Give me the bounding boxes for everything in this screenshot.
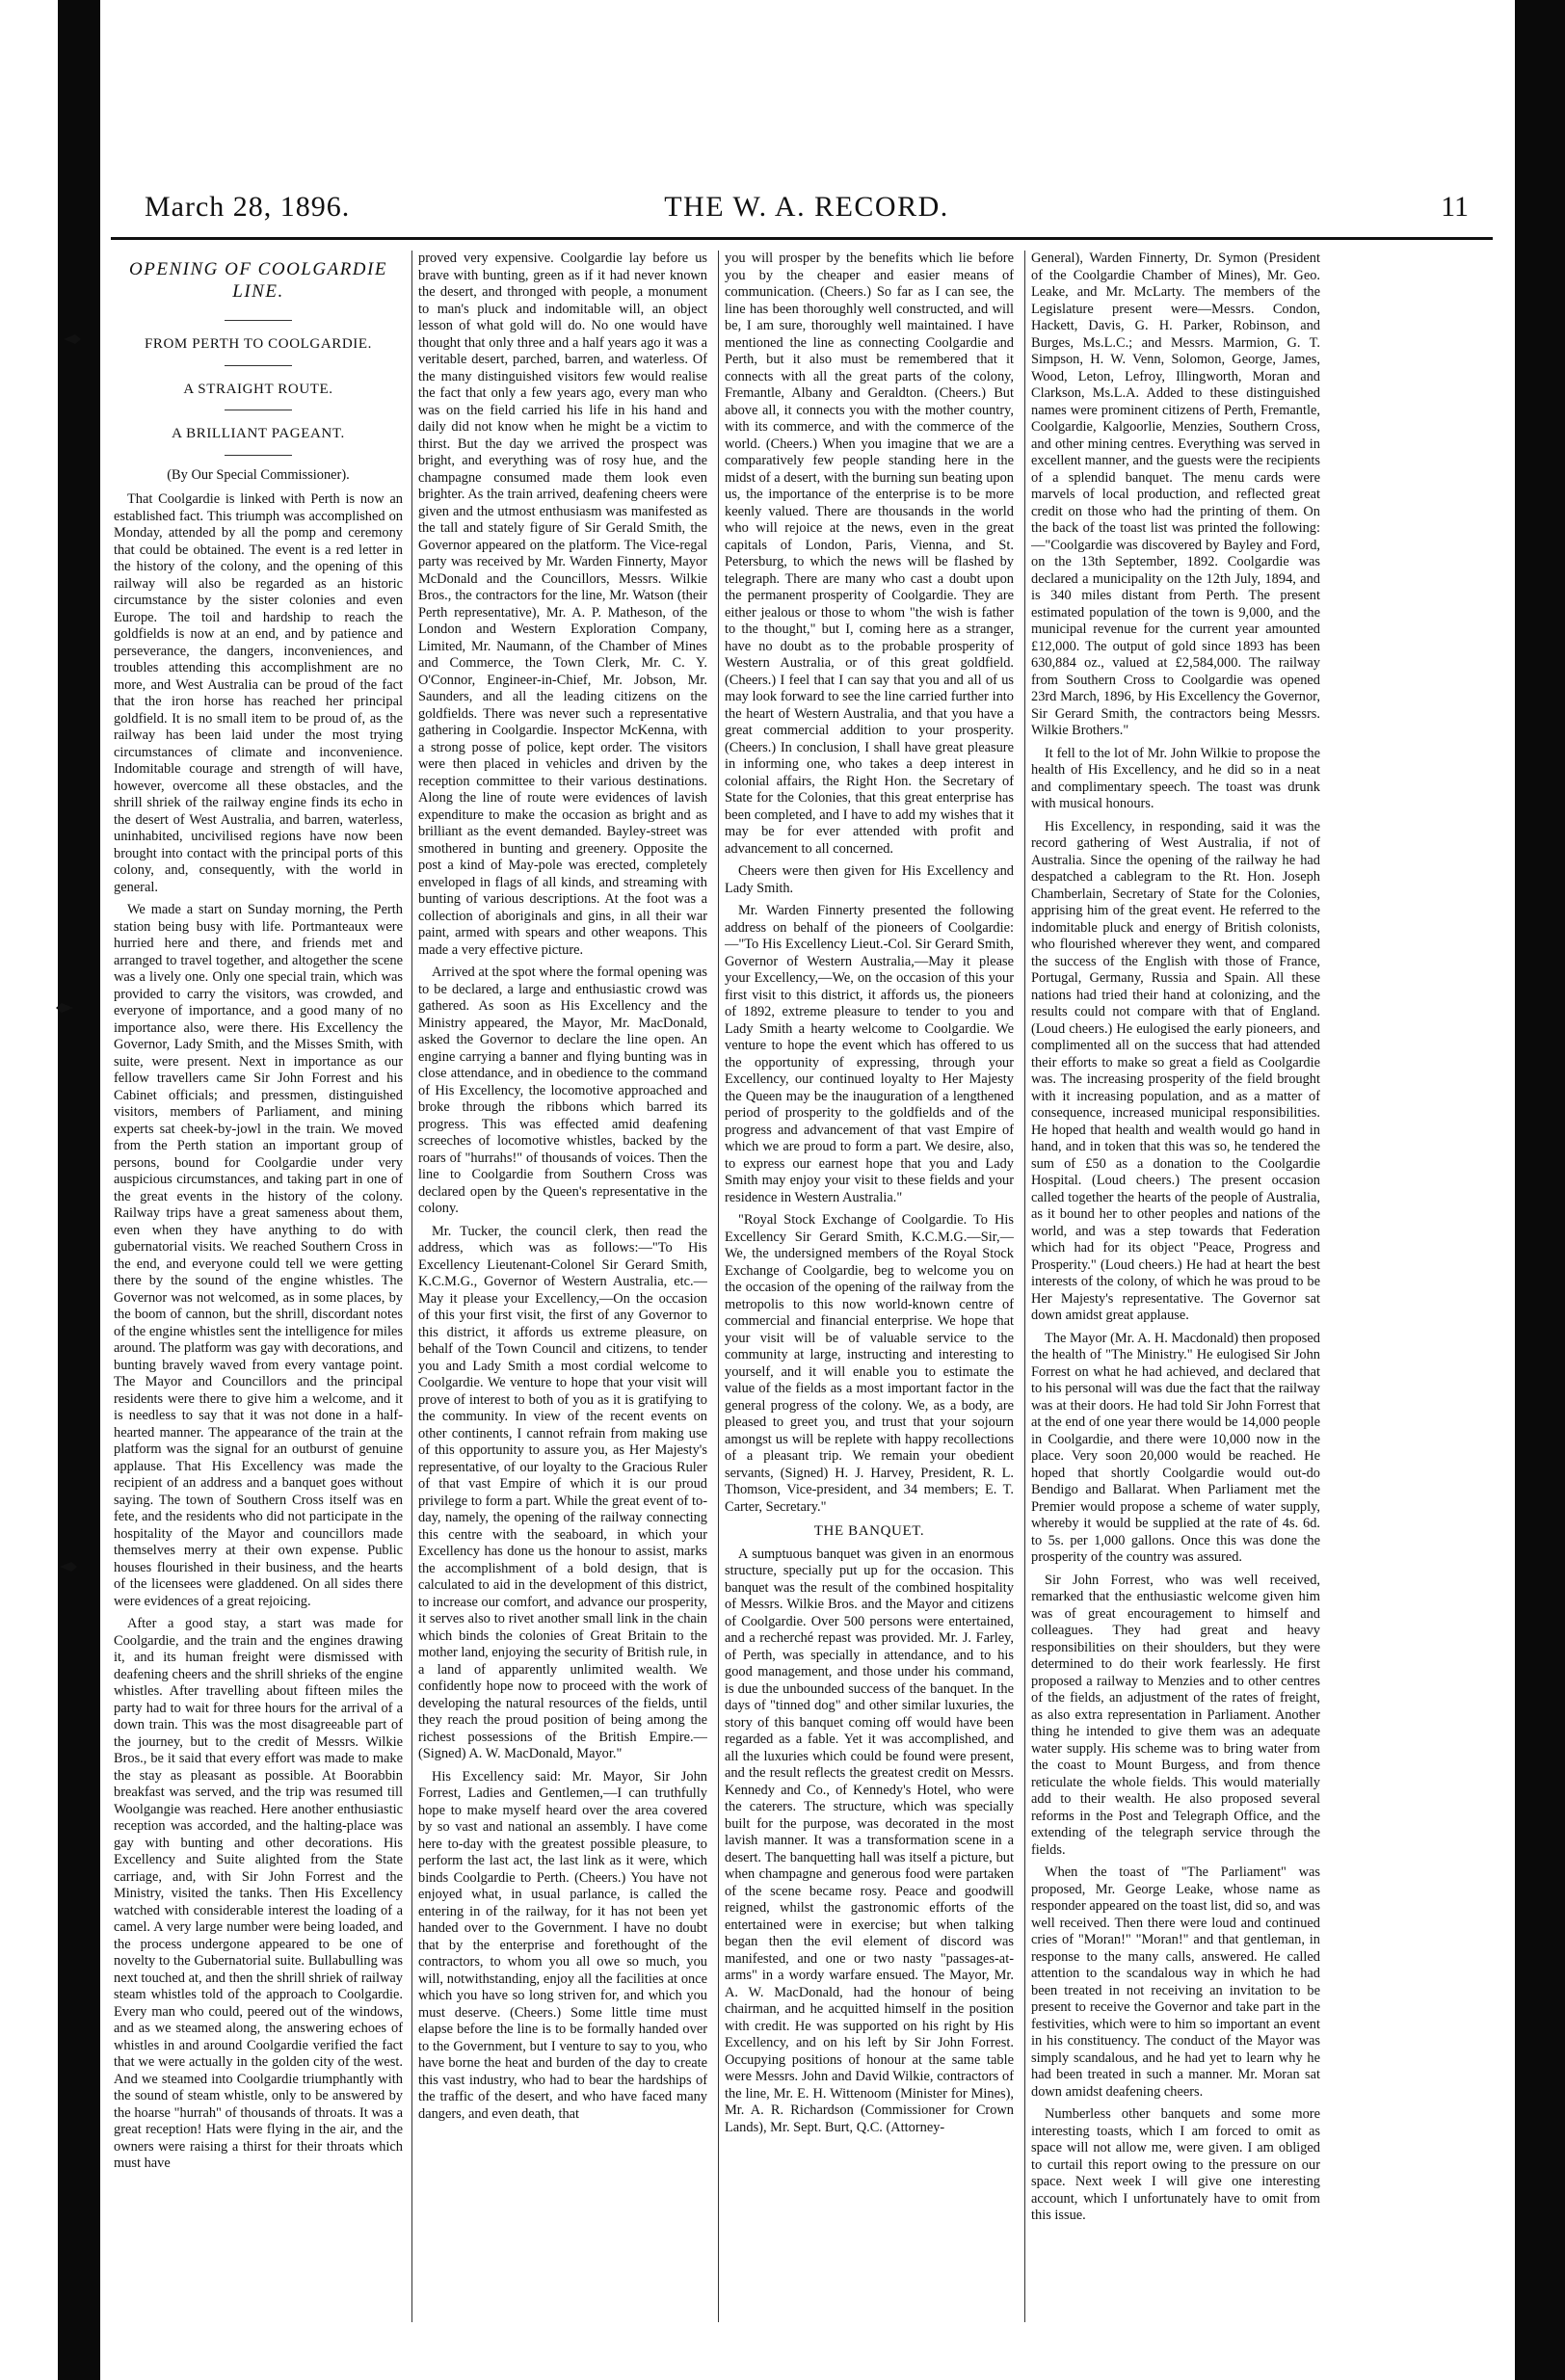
paragraph: We made a start on Sunday morning, the Perth station being busy with life. Portmanteaux were hurried here and there, and friends met and arranged to travel together, and altogether the scene was a lively one. Only one special train, which was provided to carry the visitors, was crowded, and everyone of importance, and a good many of no importance also, were there. His Excellency the Governor, Lady Smith, and the Misses Smith, with suite, were present. Next in importance as our fellow travellers came Sir John Forrest and his Cabinet officials; and pressmen, distinguished visitors, members of Parliament, and mining experts sat cheek-by-jowl in the train. We moved from the Perth station an important group of persons, bound for Coolgardie under very auspicious circumstances, and taking part in one of the great events in the history of the colony. Railway trips have a great sameness about them, even when they have anything to do with gubernatorial visits. We reached Southern Cross in the end, and everyone could tell we were getting there by the sound of the engine whistles. The Governor was not welcomed, as in some places, by the boom of cannon, but the shrill, discordant notes of the engine whistles sent the intelligence for miles around. The platform was gay with decorations, and bunting bravely waved from every vantage point. The Mayor and Councillors and the principal residents were there to give him a welcome, and it is needless to say that it was not done in a half-hearted manner. The appearance of the train at the platform was the signal for an outburst of genuine applause. That His Excellency was made the recipient of an address and a banquet goes without saying. The town of Southern Cross itself was en fete, and the residents who did not participate in the hospitality of the Mayor and councillors made themselves merry at their own expense. Public houses flourished in their business, and the hearts of the licensees were gladdened. On all sides there were evidences of a great rejoicing. [114, 902, 403, 1609]
paragraph: His Excellency said: Mr. Mayor, Sir John Forrest, Ladies and Gentlemen,—I can truthfully hope to make myself heard over the area covered by so vast and national an assembly. I have come here to-day with the greatest possible pleasure, to perform the last act, the last link as it were, which binds Coolgardie to Perth. (Cheers.) You have not enjoyed what, in usual parlance, is called the entering in of the railway, for it has not been yet handed over to the Government. I have no doubt that by the enterprise and forethought of the contractors, to whom you all owe so much, you will, notwithstanding, enjoy all the facilities at once which you have so long striven for, and which you must deserve. (Cheers.) Some little time must elapse before the line is to be formally handed over to the Government, but I venture to say to you, who have borne the heat and burden of the day to create this vast industry, who had to bear the hardships of the traffic of the desert, and who have faced many dangers, and even death, that [418, 1768, 707, 2122]
page-number: 11 [1441, 191, 1469, 223]
paragraph: Mr. Tucker, the council clerk, then read the address, which was as follows:—"To His Excellency Lieutenant-Colonel Sir Gerard Smith, K.C.M.G., Governor of Western Australia, etc.—May it please your Excellency,—On the occasion of this your first visit, the first of any Governor to this district, it affords us extreme pleasure, on behalf of the Town Council and citizens, to tender you and Lady Smith a most cordial welcome to Coolgardie. We venture to hope that your visit will prove of interest to both of you as it is gratifying to the community. In view of the recent events on other continents, I cannot refrain from making use of this opportunity to assure you, as Her Majesty's representative, of our loyalty to the Gracious Ruler of that vast Empire of which it is our proud privilege to form a part. While the great event of to-day, namely, the opening of the railway connecting this centre with the seaboard, in which your Excellency has done us the honour to assist, marks the accomplishment of a bold design, that is calculated to aid in the development of this district, to increase our comfort, and advance our prosperity, it serves also to rivet another small link in the chain which binds the colonies of Great Britain to the mother land, enjoying the security of British rule, in a land of apparently unlimited wealth. We confidently hope now to proceed with the work of developing the natural resources of the fields, until they reach the proud position of being among the richest possessions of the British Empire.—(Signed) A. W. MacDonald, Mayor." [418, 1223, 707, 1761]
banquet-heading: THE BANQUET. [813, 1523, 925, 1539]
paragraph: That Coolgardie is linked with Perth is now an established fact. This triumph was accomplished on Monday, attended by all the pomp and ceremony that could be obtained. The event is a red letter in the history of the colony, and the opening of this railway will also be regarded as an historic circumstance by the sister colonies and even Europe. The toil and hardship to reach the goldfields is now at an end, and by patience and perseverance, the dangers, inconveniences, and troubles attending this accomplishment are no more, and West Australia can be proud of the fact that the iron horse has reached her principal goldfield. It is no small item to be proud of, as the railway has been laid under the most trying circumstances of climate and inconvenience. Indomitable courage and strength of will have, however, overcome all these obstacles, and the shrill shriek of the railway engine finds its echo in the desert of West Australia, and barren, waterless, uninhabited, uncivilised regions have now been brought into contact with the principal ports of this colony, and, consequently, with the world in general. [114, 491, 403, 895]
article-column-4 [1031, 251, 1320, 2322]
subhead-rule [225, 455, 292, 456]
paragraph: The Mayor (Mr. A. H. Macdonald) then proposed the health of "The Ministry." He eulogised Sir John Forrest on what he had achieved, and declared that to his personal will was due the fact that the railway was at their doors. He had told Sir John Forrest that at the end of one year there would be 14,000 people in Coolgardie, and there were 10,000 now in the place. Very soon 20,000 would be reached. He hoped that shortly Coolgardie would out-do Bendigo and Ballarat. When Parliament met the Premier would propose a scheme of water supply, whereby it would be supplied at the rate of 4s. 6d. to 5s. per 1,000 gallons. Once this was done the prosperity of the country was assured. [1031, 1330, 1320, 1565]
paragraph: you will prosper by the benefits which lie before you by the cheaper and easier means of communication. (Cheers.) So far as I can see, the line has been thoroughly well constructed, and will be, I am sure, thoroughly well maintained. I have mentioned the line as connecting Coolgardie and Perth, but it also must be remembered that it connects with all the great parts of the colony, Fremantle, Albany and Geraldton. (Cheers.) But above all, it connects you with the mother country, with its commerce, and with the commerce of the world. (Cheers.) When you imagine that we are a comparatively few people standing here in the midst of a desert, with the burning sun beating upon us, the importance of the enterprise is to be more keenly valued. There are thousands in the world who will rejoice at the news, even in the great capitals of London, Paris, Vienna, and St. Petersburg, to which the news will be flashed by telegraph. There are many who cast a doubt upon the permanent prosperity of Coolgardie. They are either jealous or those to whom "the wish is father to the thought," but I, coming here as a stranger, have no doubt as to the probable prosperity of Western Australia, or of this great goldfield. (Cheers.) I feel that I can say that you and all of us may look forward to see the line carried further into the heart of Western Australia, and that you have a great commercial addition to your prosperity. (Cheers.) In conclusion, I shall have great pleasure in informing one, who takes a deep interest in colonial affairs, the Right Hon. the Secretary of State for the Colonies, that this great enterprise has been completed, and I have to add my wishes that it may be for ever attended with profit and advancement to all concerned. [725, 251, 1014, 857]
pointing-hand-icon [62, 331, 83, 347]
column-divider [411, 251, 412, 2322]
paragraph: After a good stay, a start was made for Coolgardie, and the train and the engines drawing it, and its human freight were dismissed with deafening cheers and the shrill shrieks of the engine whistles. After travelling about fifteen miles the party had to wait for three hours for the arrival of a down train. This was the most disagreeable part of the journey, but to the credit of Messrs. Wilkie Bros., be it said that every effort was made to make the stay as pleasant as possible. At Boorabbin breakfast was served, and the trip was resumed till Woolgangie was reached. Here another enthusiastic reception was accorded, and the halting-place was gay with bunting and other decorations. His Excellency and Suite alighted from the State carriage, and, with Sir John Forrest and the Ministry, visited the tanks. Then His Excellency watched with considerable interest the loading of a camel. A very large number were being loaded, and the process undergone appeared to be one of novelty to the Gubernatorial suite. Bullabulling was next touched at, and then the shrill shriek of railway steam whistles told of the approach to Coolgardie. Every man who could, peered out of the windows, and as we steamed along, the answering echoes of whistles in and around Coolgardie verified the fact that we were actually in the golden city of the west. And we steamed into Coolgardie triumphantly with the sound of steam whistle, only to be answered by the hoarse "hurrah" of thousands of throats. It was a great reception! Hats were flying in the air, and the owners were raising a thirst for their throats which must have [114, 1616, 403, 2171]
issue-date: March 28, 1896. [145, 191, 351, 223]
article-column-1 [114, 251, 403, 2322]
paragraph: Mr. Warden Finnerty presented the following address on behalf of the pioneers of Coolgardie:—"To His Excellency Lieut.-Col. Sir Gerard Smith, Governor of Western Australia,—May it please your Excellency,—We, on the occasion of this your first visit to this district, it affords us, the pioneers of 1892, extreme pleasure to tender to you and Lady Smith a hearty welcome to Coolgardie. We venture to hope the event which has offered to us the opportunity of expressing, through your Excellency, our continued loyalty to Her Majesty the Queen may be the inauguration of a lengthened period of prosperity to the goldfields and of the progress and advancement of that vast Empire of which we are proud to form a part. We desire, also, to express our earnest hope that you and Lady Smith may enjoy your visit to these fields and your residence in Western Australia." [725, 903, 1014, 1205]
paragraph: A sumptuous banquet was given in an enormous structure, specially put up for the occasion. This banquet was the result of the combined hospitality of Messrs. Wilkie Bros. and the Mayor and citizens of Coolgardie. Over 500 persons were entertained, and a recherché repast was provided. Mr. J. Farley, of Perth, was specially in attendance, and to his good management, and those under his command, is due the unbounded success of the banquet. In the days of "tinned dog" and other similar luxuries, the story of this banquet coming off would have been regarded as a fable. Yet it was accomplished, and all the luxuries which could be found were present, and the result reflects the greatest credit on Messrs. Kennedy and Co., of Kennedy's Hotel, who were the caterers. The structure, which was specially built for the purpose, was decorated in the most lavish manner. It was a transformation scene in a desert. The banquetting hall was itself a picture, but when champagne and generous food were partaken of the scene became rosy. Peace and goodwill reigned, whilst the gastronomic efforts of the entertained were in exercise; but when talking began then the evil element of discord was manifested, and one or two nasty "passages-at-arms" in a wordy warfare ensued. The Mayor, Mr. A. W. MacDonald, had the honour of being chairman, and he acquitted himself in the position with credit. He was supported on his right by His Excellency, and on his left by Sir John Forrest. Occupying positions of honour at the same table were Messrs. John and David Wilkie, contractors of the line, Mr. E. H. Wittenoom (Minister for Mines), Mr. A. R. Richardson (Commissioner for Crown Lands), Mr. Sept. Burt, Q.C. (Attorney- [725, 1546, 1014, 2135]
column-divider [718, 251, 719, 2322]
masthead-rule [111, 237, 1493, 240]
newspaper-title: THE W. A. RECORD. [664, 191, 949, 223]
paragraph: Numberless other banquets and some more interesting toasts, which I am forced to omit as space will not allow me, were given. I am obliged to curtail this report owing to the pressure on our space. Next week I will give one interesting account, which I unfortunately have to omit from this issue. [1031, 2106, 1320, 2223]
article-column-2 [418, 251, 707, 2322]
pointing-hand-icon [54, 1000, 75, 1016]
column-divider [1024, 251, 1025, 2322]
paragraph: Cheers were then given for His Excellency and Lady Smith. [725, 863, 1014, 896]
paragraph: It fell to the lot of Mr. John Wilkie to propose the health of His Excellency, and he did so in a neat and complimentary speech. The toast was drunk with musical honours. [1031, 745, 1320, 811]
article-column-3 [725, 251, 1014, 2322]
paragraph: "Royal Stock Exchange of Coolgardie. To His Excellency Sir Gerard Smith, K.C.M.G.—Sir,—We, the undersigned members of the Royal Stock Exchange of Coolgardie, beg to welcome you on the occasion of the opening of the railway from the metropolis to this now world-known centre of commercial and financial enterprise. We hope that your visit will be of valuable service to the community at large, instructing and interesting to yourself, and it will enable you to estimate the value of the fields as a most important factor in the general progress of the colony. We, as a body, are pleased to greet you, and trust that your sojourn amongst us will be replete with happy recollections of a pleasant trip. We remain your obedient servants, (Signed) H. J. Harvey, President, R. L. Thomson, Vice-president, and 34 members; E. T. Carter, Secretary." [725, 1212, 1014, 1515]
masthead [145, 183, 1469, 241]
article-headline: OPENING OF COOLGARDIE LINE. [129, 259, 387, 302]
article-byline: (By Our Special Commissioner). [167, 466, 350, 483]
scan-border-left [58, 0, 100, 2380]
article-subhead: A BRILLIANT PAGEANT. [172, 426, 345, 441]
paragraph: His Excellency, in responding, said it was the record gathering of West Australia, if not of Australia. Since the opening of the railway he had despatched a cablegram to the Rt. Hon. Joseph Chamberlain, Secretary of State for the Colonies, apprising him of the great event. He referred to the indomitable pluck and energy of British colonists, who flourished wherever they went, and compared the success of the English with those of France, Portugal, Germany, Russia and Spain. All these nations had tried their hand at colonizing, and the results could not compare with that of England. (Loud cheers.) He eulogised the early pioneers, and complimented all on the success that had attended their efforts to make so great a field as Coolgardie was. The increasing prosperity of the field brought with it increasing population, and as a matter of consequence, increased municipal responsibilities. He hoped that health and wealth would go hand in hand, and in token that this was so, he tendered the sum of £50 as a donation to the Coolgardie Hospital. (Loud cheers.) The present occasion called together the hearts of the people of Australia, as it bound her to other peoples and nations of the world, and was a step towards that Federation which had for its object "Peace, Progress and Prosperity." (Loud cheers.) He had at heart the best interests of the colony, of which he was proud to be Her Majesty's representative. The Governor sat down amidst great applause. [1031, 818, 1320, 1323]
pointing-hand-icon [58, 1559, 79, 1574]
article-subhead: A STRAIGHT ROUTE. [183, 381, 333, 397]
paragraph: Arrived at the spot where the formal opening was to be declared, a large and enthusiastic crowd was gathered. As soon as His Excellency and the Ministry appeared, the Mayor, Mr. MacDonald, asked the Governor to declare the line open. An engine carrying a banner and flying bunting was in close attendance, and in obedience to the command of His Excellency, the locomotive approached and broke through the ribbons which barred its progress. This was effected amid deafening screeches of locomotive whistles, backed by the roars of "hurrahs!" of thousands of voices. Then the line to Coolgardie from Southern Cross was declared open by the Queen's representative in the colony. [418, 965, 707, 1216]
scan-border-right [1515, 0, 1565, 2380]
paragraph: General), Warden Finnerty, Dr. Symon (President of the Coolgardie Chamber of Mines), Mr. Geo. Leake, and Mr. McLarty. The members of the Legislature present were—Messrs. Condon, Hackett, Davis, G. H. Parker, Robinson, and Burges, Ms.L.C.; and Messrs. Marmion, G. T. Simpson, H. W. Venn, Solomon, George, James, Wood, Leton, Lefroy, Illingworth, Moran and Clarkson, Ms.L.A. Added to these distinguished names were prominent citizens of Perth, Fremantle, Coolgardie, Kalgoorlie, Menzies, Southern Cross, and other mining centres. Everything was served in excellent manner, and the guests were the recipients of a splendid banquet. The menu cards were marvels of local production, and reflected great credit on those who had the printing of them. On the back of the toast list was printed the following:—"Coolgardie was discovered by Bayley and Ford, on the 13th September, 1892. Coolgardie was declared a municipality on the 12th July, 1894, and is 340 miles distant from Perth. The present estimated population of the town is 9,000, and the municipal revenue for the current year amounted £12,000. The output of gold since 1893 has been 630,884 oz., valued at £2,584,000. The railway from Southern Cross to Coolgardie was opened 23rd March, 1896, by His Excellency the Governor, Sir Gerard Smith, the contractors being Messrs. Wilkie Brothers." [1031, 251, 1320, 738]
paragraph: proved very expensive. Coolgardie lay before us brave with bunting, green as if it had never known the desert, and thronged with people, a monument to man's pluck and indomitable will, an object lesson of what gold will do. No one would have thought that only three and a half years ago it was a veritable desert, parched, barren, and waterless. Of the many distinguished visitors few would realise the fact that only a few years ago, every man who was on the field carried his life in his hand and daily did not know when he might be a victim to thirst. But the day we arrived the prospect was bright, and everything was of rosy hue, and the champagne consumed made them look even brighter. As the train arrived, deafening cheers were given and the utmost enthusiasm was manifested as the tall and stately figure of Sir Gerald Smith, the Governor appeared on the platform. The Vice-regal party was received by Mr. Warden Finnerty, Mayor McDonald and the Councillors, Messrs. Wilkie Bros., the contractors for the line, Mr. Watson (their Perth representative), Mr. A. P. Matheson, of the London and Western Exploration Company, Limited, Mr. Naumann, of the Chamber of Mines and Commerce, the Town Clerk, Mr. C. Y. O'Connor, Engineer-in-Chief, Mr. Jobson, Mr. Saunders, and all the leading citizens on the goldfields. There was never such a representative gathering in Coolgardie. Inspector McKenna, with a strong posse of police, kept order. The visitors were then placed in vehicles and driven by the reception committee to their various destinations. Along the line of route were evidences of lavish expenditure to make the occasion as bright and as brilliant as the event demanded. Bayley-street was smothered in bunting and greenery. Opposite the post a kind of May-pole was erected, completely enveloped in flags of all kinds, and streaming with bunting of various descriptions. At the foot was a collection of aboriginals and gins, in all their war paint, armed with spears and other weapons. This made a very effective picture. [418, 251, 707, 958]
article-subhead: FROM PERTH TO COOLGARDIE. [144, 336, 373, 352]
paragraph: When the toast of "The Parliament" was proposed, Mr. George Leake, whose name as responder appeared on the toast list, did so, and was well received. Then there were loud and continued cries of "Moran!" "Moran!" and that gentleman, in response to the many calls, answered. He called attention to the scandalous way in which he had been treated in not receiving an invitation to be present to receive the Governor and take part in the festivities, which were to him so important an event in his constituency. The conduct of the Mayor was simply scandalous, and he had yet to learn why he had been treated in such a manner. Mr. Moran sat down amidst deafening cheers. [1031, 1864, 1320, 2100]
headline-rule [225, 320, 292, 321]
paragraph: Sir John Forrest, who was well received, remarked that the enthusiastic welcome given him was of great encouragement to himself and colleagues. They had great and heavy responsibilities on their shoulders, but they were determined to do their work fearlessly. He first proposed a railway to Menzies and to other centres of the fields, an adjustment of the rates of freight, as also extra representation in Parliament. Another thing he intended to give them was an adequate water supply. His scheme was to bring water from the coast to Mount Burgess, and from thence reticulate the whole fields. This would materially add to their wealth. He also proposed several reforms in the Post and Telegraph Office, and the extending of the telegraph service through the fields. [1031, 1572, 1320, 1858]
subhead-rule [225, 365, 292, 366]
